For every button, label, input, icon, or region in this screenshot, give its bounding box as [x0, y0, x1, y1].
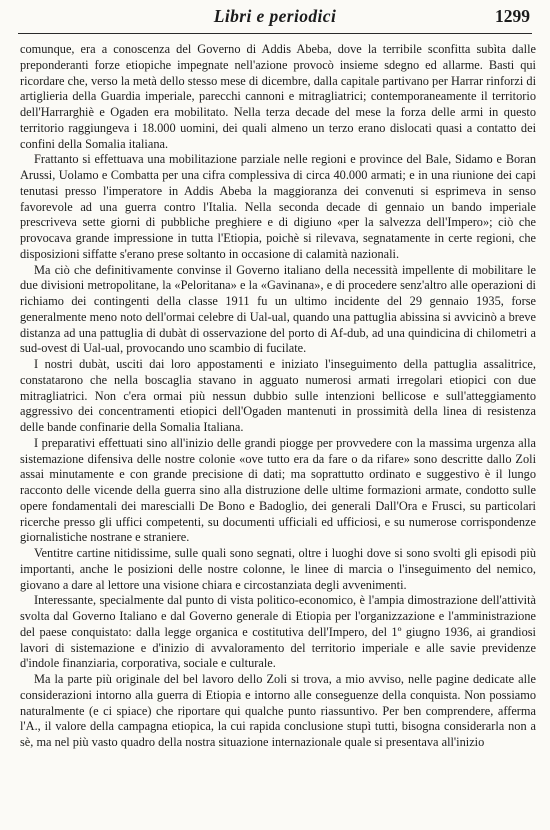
header-rule	[18, 33, 532, 34]
paragraph-6: Ventitre cartine nitidissime, sulle quali sono segnati, oltre i luoghi dove si sono svolti gli episodi più importanti, anche le posizioni delle nostre colonne, le linee di marcia o l'inseguimento del nemico, giovano a dare al lettore una visione chiara e circostanziata degli avvenimenti.	[20, 546, 536, 592]
paragraph-8: Ma la parte più originale del bel lavoro dello Zoli si trova, a mio avviso, nelle pagine dedicate alle considerazioni intorno alla guerra di Etiopia e intorno alle conseguenze della conquista. Non possiamo naturalmente (e ci spiace) che riportare qui qualche punto riassuntivo. Per ben comprendere, afferma l'A., il valore della campagna etiopica, la cui rapida conclusione stupì tutti, bisogna considerarla non a sè, ma nel più vasto quadro della nostra situazione internazionale quale si presentava all'inizio	[20, 672, 536, 749]
article-body	[20, 42, 536, 751]
page-number: 1299	[495, 6, 530, 26]
paragraph-2: Frattanto si effettuava una mobilitazione parziale nelle regioni e province del Bale, Sidamo e Boran Arussi, Uolamo e Combatta per una cifra complessiva di circa 40.000 armati; e in una riunione dei capi tenutasi presso l'imperatore in Addis Abeba la maggioranza dei convenuti si esprimeva in senso favorevole ad una guerra contro l'Italia. Nella seconda decade di gennaio un bando imperiale prescriveva sette giorni di pubbliche preghiere e di digiuno «per la salvezza dell'Impero»; ciò che provocava grande impressione in tutta l'Etiopia, poichè si rilevava, segnatamente in certe regioni, che disposizioni siffatte s'erano prese soltanto in occasione di calamità nazionali.	[20, 152, 536, 261]
section-title: Libri e periodici	[213, 6, 337, 26]
paragraph-7: Interessante, specialmente dal punto di vista politico-economico, è l'ampia dimostrazione dell'attività svolta dal Governo Italiano e dal Governo generale di Etiopia per l'organizzazione e l'amministrazione del paese conquistato: dalla legge organica e costitutiva dell'Impero, del 1º giugno 1936, ai grandiosi lavori di sistemazione e d'inizio di avvaloramento del territorio imperiale e alle savie previdenze d'indole finanziaria, corporativa, sociale e culturale.	[20, 593, 536, 671]
paragraph-5: I preparativi effettuati sino all'inizio delle grandi piogge per provvedere con la massima urgenza alla sistemazione difensiva delle nostre colonie «ove tutto era da fare o da rifare» sono descritte dallo Zoli assai minutamente e con grande precisione di dati; ma soprattutto ordinato e suggestivo è il lungo racconto delle vicende della guerra sino alla distruzione delle ultime formazioni armate, condotto sulle opere fondamentali dei marescialli De Bono e Badoglio, dei generali Dall'Ora e Frusci, su particolari ricerche presso gli uffici competenti, su documenti ufficiali ed ufficiosi, e su numerose corrispondenze giornalistiche nostrane e straniere.	[20, 435, 536, 545]
paragraph-4: I nostri dubàt, usciti dai loro appostamenti e iniziato l'inseguimento della pattuglia assalitrice, constatarono che nella boscaglia stavano in agguato numerosi armati irregolari etiopici con due mitragliatrici. Non c'era ormai più nessun dubbio sulle intenzioni bellicose e sull'atteggiamento aggressivo dei concentramenti etiopici dell'Ogaden mantenuti in prossimità della linea di resistenza delle bande confinarie della Somalia Italiana.	[20, 357, 536, 434]
paragraph-1: comunque, era a conoscenza del Governo di Addis Abeba, dove la terribile sconfitta subìta dalle preponderanti forze etiopiche impegnate nell'azione provocò insieme sdegno ed allarme. Basti qui ricordare che, verso la metà dello stesso mese di dicembre, dalla capitale partivano per Harrar rinforzi di artiglieria della Guardia imperiale, parecchi cannoni e mitragliatrici; contemporaneamente il territorio dell'Harrarghiè e Ogaden era mobilitato. Nella terza decade del mese la forza delle armi in questo territorio raggiungeva i 18.000 uomini, dei quali almeno un terzo erano dislocati quasi a contatto dei confini della Somalia italiana.	[20, 42, 536, 151]
running-header	[0, 6, 550, 32]
paragraph-3: Ma ciò che definitivamente convinse il Governo italiano della necessità impellente di mobilitare le due divisioni metropolitane, la «Peloritana» e la «Gavinana», e di procedere senz'altro alle operazioni di richiamo dei contingenti della classe 1911 fu un ultimo incidente del 29 gennaio 1935, forse generalmente meno noto dell'ormai celebre di Ual-ual, quando una pattuglia abissina si avvicinò a breve distanza ad una pattuglia di dubàt di osservazione del porto di Af-dub, ad una quindicina di chilometri a sud-ovest di Ual-ual, provocando uno scambio di fucilate.	[20, 262, 536, 356]
